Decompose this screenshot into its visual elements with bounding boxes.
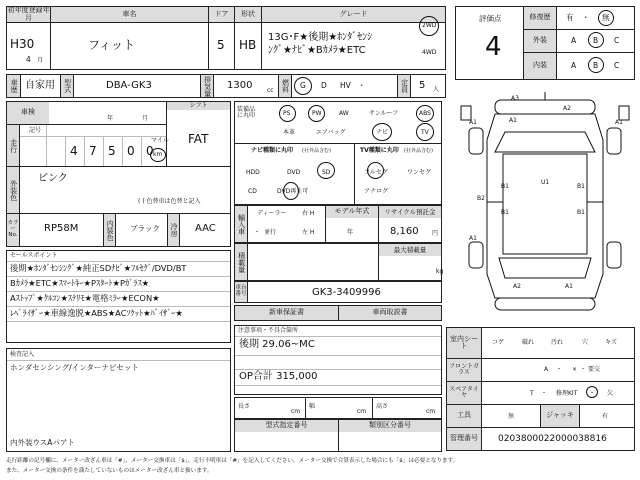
damage-label-2: A2 (563, 105, 571, 112)
roof-shape (503, 154, 587, 254)
left-rear-tire-shape (469, 242, 483, 268)
navi-sd: SD (322, 169, 331, 176)
seat-label: 室内シート (447, 328, 481, 358)
load-label: 最大積載量 (379, 244, 441, 256)
windshield-shape (495, 132, 595, 152)
car-name-value: フィット (88, 38, 136, 52)
recycle-value: 8,160 (390, 226, 419, 237)
equipment-leather: 本革 (283, 129, 296, 136)
exterior-c: C (614, 36, 620, 45)
seat-item-burn: コゲ (492, 339, 505, 346)
interior-b: B (593, 61, 599, 70)
exterior-label: 外装 (524, 30, 556, 52)
mileage-label: 走行 (7, 125, 19, 166)
chassis-value: GK3-3409996 (312, 287, 381, 298)
use-value: 自家用 (25, 80, 55, 91)
import-left-hand: 左 H (302, 229, 315, 236)
ac-label: 冷房 (168, 214, 179, 246)
grade-header: グレード (262, 7, 445, 22)
size-box (234, 397, 442, 419)
score-label: 評価点 (479, 14, 502, 23)
damage-label-6: B2 (477, 195, 485, 202)
fuel-other: ・ (358, 81, 366, 90)
grade-line-2: ﾝｸﾞ★ﾅﾋﾞ★Bｶﾒﾗ★ETC (268, 45, 366, 56)
repair-label: 修復歴 (524, 7, 556, 29)
tv-analog: アナログ (364, 188, 389, 195)
spare-missing: 欠 (607, 390, 614, 397)
mileage-record-label: 記号 (29, 127, 42, 134)
shift-value: FAT (188, 132, 209, 146)
shift-label: シフト (167, 102, 230, 110)
spare-dot-1: ・ (541, 390, 548, 397)
glass-a: A (544, 366, 549, 373)
seat-item-scratch: キズ (605, 339, 617, 346)
car-name-header: 車名 (51, 7, 208, 22)
mileage-unit-km: km (153, 151, 163, 158)
glass-label: フロントガラス (447, 359, 481, 381)
body-outline-shape (487, 114, 603, 298)
interior-color-label: 内装色 (104, 214, 115, 246)
new-car-warranty: 新車保証書 (235, 306, 338, 320)
navi-dvd-play: DVD再生可 (277, 188, 309, 195)
front-bumper-shape (495, 100, 595, 114)
sales-line-1: 後期★ﾎﾝﾀﾞｾﾝｼﾝｸﾞ★純正SDﾅﾋﾞ★ﾌﾙｾｸﾞ/DVD/BT (10, 263, 187, 273)
color-code-label: カラーNo. (7, 214, 19, 246)
displacement-value: 1300 (227, 80, 253, 91)
equipment-abs: ABS (419, 110, 431, 117)
inspection-month: 月 (142, 115, 149, 122)
sales-line-3: Aｽﾄｯﾌﾟ★ｸﾙｺﾝ★ｽﾃﾘﾓ★電格ﾐﾗｰ★ECON★ (10, 293, 160, 303)
model-label: 型式 (61, 75, 73, 97)
length-cm: cm (291, 408, 301, 415)
registration-month-unit: 月 (37, 57, 44, 64)
seat-item-dirt: 汚れ (551, 339, 564, 346)
equipment-ps: PS (283, 110, 291, 117)
spare-kit: 修理KIT (556, 390, 578, 397)
fuel-g: G (300, 81, 306, 90)
import-label: 輸入車 (235, 206, 247, 242)
right-front-tire-shape (607, 128, 621, 154)
equipment-sunroof: サンルーフ (369, 110, 399, 117)
seat-item-hole: 穴 (582, 339, 589, 346)
height-label: 高さ (376, 403, 389, 410)
control-number-label: 管理番号 (447, 428, 481, 450)
interior-label: 内装 (524, 53, 556, 79)
rear-bumper-shape (495, 298, 595, 310)
category-number-label: 類別区分番号 (339, 420, 441, 432)
inspector-footer: 内外装ウスAパアト (10, 438, 75, 447)
tv-type-label: TV種類に丸印 (360, 147, 399, 154)
color-code-value: RP58M (44, 223, 79, 234)
fuel-d: D (321, 81, 327, 90)
model-value: DBA-GK3 (106, 80, 152, 91)
load-unit: kg (436, 268, 444, 275)
damage-label-12: A1 (615, 119, 623, 126)
mileage-digit-2: 7 (89, 144, 97, 158)
damage-label-3: B1 (501, 183, 509, 190)
fuel-hv: HV (340, 81, 351, 90)
load-side-label: 積載量 (235, 244, 247, 280)
damage-label-5: U1 (541, 179, 550, 186)
navi-type-label: ナビ種類に丸印 (251, 147, 294, 154)
notes-line-2: OP合計 315,000 (239, 371, 318, 382)
displacement-label: 排気量 (201, 75, 213, 97)
interior-c: C (614, 61, 620, 70)
equipment-pw: PW (312, 110, 322, 117)
glass-replace: 要交 (588, 366, 601, 373)
jack-label: ジャッキ (541, 405, 579, 427)
damage-label-13: A1 (469, 235, 477, 242)
tv-type-note: (社外品含む) (404, 148, 433, 154)
sales-line-2: Bｶﾒﾗ★ETC★ｽﾏｰﾄｷｰ★Pｽﾀｰﾄ★Pｶﾞﾗｽ★ (10, 278, 150, 288)
exterior-b: B (593, 36, 599, 45)
capacity-unit: 人 (433, 86, 440, 93)
fuel-label: 燃料 (279, 75, 291, 97)
ac-value: AAC (195, 223, 216, 234)
mileage-digit-4: 0 (127, 144, 135, 158)
damage-label-9: A2 (513, 283, 521, 290)
color-note: ( ) 色替車は色替と記入 (138, 198, 201, 205)
cc-unit: cc (267, 87, 274, 94)
mileage-digit-5: 0 (146, 144, 154, 158)
shape-header: 形状 (235, 7, 261, 22)
damage-label-14: B1 (577, 209, 585, 216)
drive-4wd: 4WD (422, 49, 437, 56)
jack-value: 有 (602, 413, 609, 420)
mileage-unit-mile: マイル (151, 137, 169, 144)
height-cm: cm (426, 408, 436, 415)
footer-note-2: また、メーター交換の条件を満たしていないものはメーター改ざん車と扱います。 (6, 468, 213, 474)
notes-line-1: 後期 29.06~MC (239, 339, 315, 350)
capacity-value: 5 (419, 80, 426, 91)
seat-item-tear: 破れ (522, 339, 535, 346)
notes-label: 注意事項・不具合箇所 (238, 327, 299, 334)
interior-color-value: ブラック (130, 224, 160, 233)
import-parallel: 並行 (264, 229, 277, 236)
grade-line-1: 13G･F★後期★ﾎﾝﾀﾞｾﾝｼ (268, 32, 373, 43)
navi-type-note: (社外品含む) (302, 148, 331, 154)
damage-label-1: A3 (511, 95, 519, 102)
registration-era: H30 (10, 37, 35, 51)
car-damage-diagram (455, 92, 635, 314)
spare-dot-2: ・ (589, 390, 596, 397)
equipment-navi: ナビ (376, 129, 389, 136)
equipment-airbag: エアバッグ (316, 129, 346, 136)
tv-oneseg: ワンセグ (407, 169, 432, 176)
left-mirror-bracket (461, 106, 471, 120)
sales-points-label: セールスポイント (10, 252, 58, 259)
inspection-year: 年 (107, 115, 114, 122)
right-mirror-bracket (619, 106, 629, 120)
width-cm: cm (357, 408, 367, 415)
left-front-tire-shape (469, 128, 483, 154)
model-designation-label: 型式指定番号 (235, 420, 338, 432)
glass-x: × (572, 366, 578, 373)
repair-yes: 有 (566, 13, 574, 22)
control-number-value: 0203800022000038816 (498, 434, 607, 444)
inspector-note: ホンダセンシング/インターナビセット (10, 363, 139, 372)
equipment-aw: AW (339, 110, 349, 117)
import-right-hand: 右 H (302, 210, 315, 217)
sales-line-4: ﾚﾍﾞﾗｲｻﾞｰ★車線逸脱★ABS★ACｿｹｯﾄ★ﾊﾞｲｻﾞｰ★ (10, 308, 183, 318)
equipment-label: 装備品に丸印 (237, 106, 256, 119)
spare-label: スペアタイヤ (447, 382, 481, 404)
inspection-label: 車検 (7, 102, 49, 124)
tools-value: 無 (508, 413, 515, 420)
score-value: 4 (485, 32, 502, 62)
damage-label-7: A1 (509, 117, 517, 124)
width-label: 幅 (309, 403, 316, 410)
spare-t: T (530, 390, 534, 397)
exterior-a: A (571, 36, 577, 45)
model-year-unit: 年 (347, 229, 354, 236)
vehicle-manual: 車両取説書 (339, 306, 441, 320)
reg-date-header: 初年度登録年月 (7, 6, 50, 22)
registration-month: 4 (26, 55, 31, 64)
recycle-label: リサイクル預託金 (379, 206, 441, 218)
damage-label-8: B1 (577, 183, 585, 190)
body-shape: HB (239, 38, 257, 52)
door-header: ドア (209, 7, 234, 22)
equipment-tv: TV (421, 129, 429, 136)
tools-label: 工具 (447, 405, 481, 427)
rear-window-shape (499, 258, 591, 278)
recycle-yen: 円 (432, 230, 439, 237)
model-year-label: モデル年式 (326, 206, 378, 218)
navi-cd: CD (248, 188, 257, 195)
door-count: 5 (217, 38, 225, 52)
color-value: ピンク (38, 173, 68, 184)
color-label: 外装色 (7, 167, 19, 213)
glass-dot-1: ・ (556, 366, 563, 373)
inspector-label: 検査記入 (10, 351, 35, 358)
interior-a: A (571, 61, 577, 70)
damage-label-11: A1 (469, 119, 477, 126)
chassis-label: 車台番号 (235, 282, 247, 302)
navi-dvd: DVD (287, 169, 301, 176)
tv-fullseg: フルセグ (364, 169, 388, 176)
damage-label-10: A1 (565, 283, 573, 290)
damage-label-4: B1 (501, 209, 509, 216)
repair-no: 無 (602, 13, 610, 22)
length-label: 長さ (238, 403, 251, 410)
drive-2wd: 2WD (422, 22, 437, 29)
mileage-digit-3: 5 (108, 144, 116, 158)
right-rear-tire-shape (607, 242, 621, 268)
capacity-label: 定員 (398, 75, 410, 97)
import-dealer: ディーラー (257, 210, 287, 217)
use-label: 車歴 (7, 75, 20, 97)
glass-dot-2: ・ (580, 366, 587, 373)
mileage-digit-1: 4 (70, 144, 78, 158)
footer-note-1: 走行距離の記号欄に、メーター改ざん車は「#」、メーター交換車は「$」、走行不明車は「#」を記入してください。メーター交換で合算表示した場合にも「$」は必要となります。 (6, 458, 459, 464)
navi-hdd: HDD (246, 169, 260, 176)
